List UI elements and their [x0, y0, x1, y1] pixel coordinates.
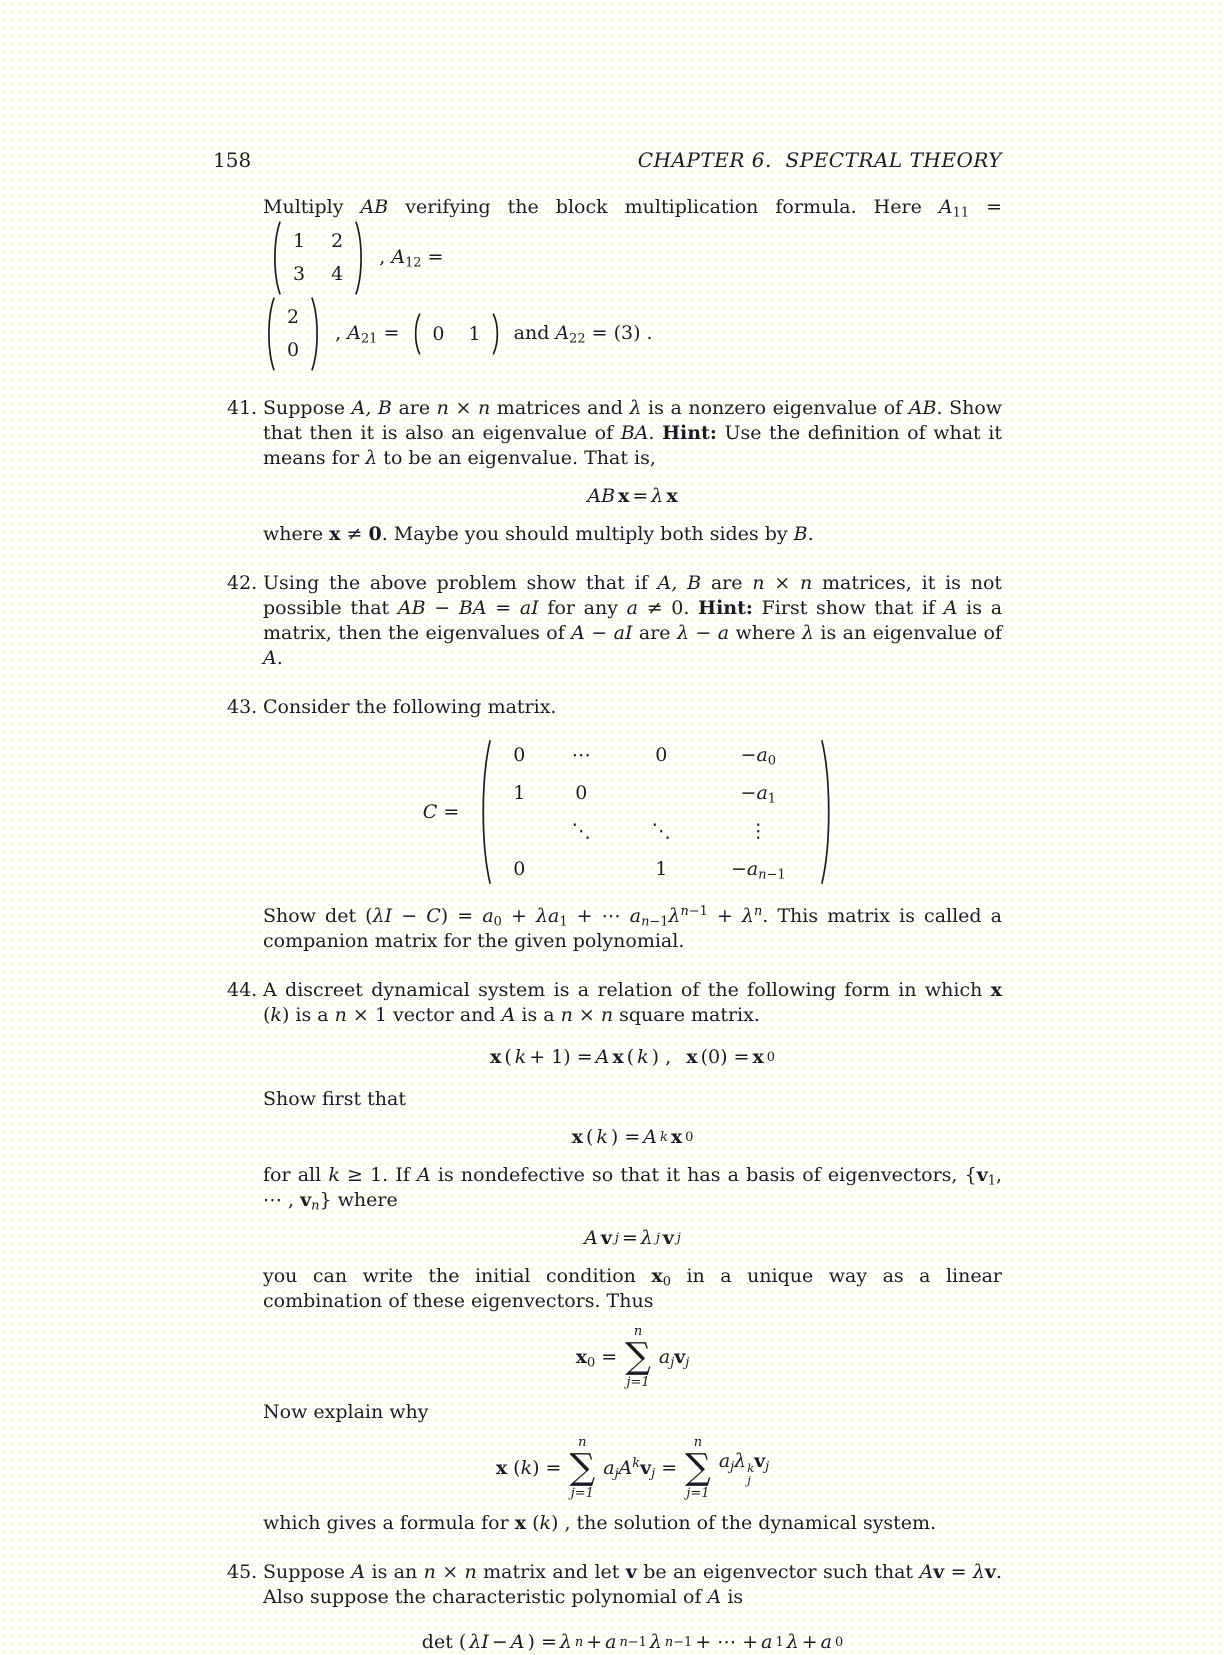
problem-paragraph: Using the above problem show that if A, B are n × n matrices, it is not possible that AB − BA = aI for any a ≠ 0. Hint: First show that if A is a matrix, then the eigenvalues of A − aI are λ − a where λ is an eigenvalue of A. [263, 572, 1003, 669]
equation-rhs: $a_j\lambda$ k j $v_j$ [718, 1449, 770, 1488]
matrix-cell: 1 [513, 781, 526, 804]
problem-paragraph: Now explain why [263, 1401, 429, 1423]
left-paren-icon [269, 220, 283, 296]
summation-symbol: n ∑ j=1 [685, 1435, 711, 1501]
problem-number: 41. [227, 397, 258, 419]
matrix-cell: 2 [287, 306, 300, 328]
matrix-a12 [263, 296, 323, 372]
problem-number: 42. [227, 572, 258, 594]
intro-text-1: Multiply AB verifying the block multiplication formula. Here $A_{11}$ = [263, 196, 1003, 221]
sigma-icon: ∑ [625, 1336, 651, 1377]
sigma-icon: ∑ [569, 1447, 596, 1488]
matrix-cell: 0 [513, 743, 526, 766]
matrix-cell: 1 [468, 322, 481, 345]
problem-paragraph: Show $\det (\lambda I - C) = a_0 + \lambda a_1$ + ⋯ $a_{n-1}\lambda^{n-1} + \lambda^n$. This matrix is called a companion matrix for the given polynomial. [263, 903, 1002, 952]
problem-paragraph: A discreet dynamical system is a relation of the following form in which x (k) is a n × 1 vector and A is a n × n square matrix. [263, 979, 1002, 1026]
matrix-a11 [269, 220, 367, 296]
problem-paragraph: where x ≠ 0. Maybe you should multiply both sides by B. [263, 523, 814, 545]
equation-mid: $a_jA^kv_j$ = [603, 1455, 678, 1482]
matrix-cell: 4 [331, 263, 344, 285]
right-paren-icon [491, 313, 502, 355]
left-paren-icon [263, 296, 277, 372]
problem-41 [227, 396, 1003, 547]
matrix-cell: 0 [287, 339, 300, 361]
matrix-cell: ⋯ [571, 743, 591, 766]
matrix-cell: $-a_{n-1}$ [730, 857, 786, 883]
right-paren-icon [818, 738, 836, 886]
problem-43 [227, 695, 1002, 954]
display-equation: AB x = λ x [587, 485, 678, 507]
right-paren-icon [353, 220, 367, 296]
matrix-cell: 0 [432, 322, 445, 345]
problem-paragraph: which gives a formula for x (k) , the solution of the dynamical system. [263, 1512, 937, 1534]
intro-text-2: , $A_{12}$ = [379, 246, 444, 271]
problem-paragraph: Consider the following matrix. [263, 696, 557, 718]
equation-lhs: x (k) = [495, 1456, 562, 1479]
display-equation-sum [263, 1435, 1002, 1501]
page-header [213, 148, 1002, 173]
matrix-cell: ⋱ [571, 819, 591, 842]
matrix-cell: ⋱ [651, 819, 671, 842]
matrix-cell: 1 [293, 230, 306, 252]
problem-45 [227, 1560, 1003, 1655]
problem-number: 44. [227, 979, 258, 1001]
problem-paragraph: Suppose A is an n × n matrix and let v be an eigenvector such that Av = λv. Also suppose the characteristic polynomial of A is [263, 1561, 1003, 1608]
problem-number: 43. [227, 696, 258, 718]
problem-paragraph: Suppose A, B are n × n matrices and λ is a nonzero eigenvalue of AB. Show that then it is also an eigenvalue of BA. Hint: Use the definition of what it means for λ to be an eigenvalue. That is, [263, 397, 1003, 469]
page-content [227, 195, 1003, 1655]
matrix-cell: 1 [655, 857, 668, 880]
problem-paragraph: you can write the initial condition $x_0$ in a unique way as a linear combination of these eigenvectors. Thus [263, 1265, 1002, 1312]
matrix-label: C = [422, 800, 460, 823]
matrix-cell: $-a_0$ [740, 743, 776, 769]
problem-paragraph: Show first that [263, 1088, 407, 1110]
page-number: 158 [213, 148, 252, 172]
problem-paragraph: for all k ≥ 1. If A is nondefective so that it has a basis of eigenvectors, {$v_1$, ⋯ , $v_n$} where [263, 1164, 1003, 1214]
equation-lhs: $x_0$ = [575, 1345, 618, 1371]
companion-matrix-equation [263, 738, 1002, 886]
intro-paragraph [263, 195, 1002, 372]
intro-text-3: , $A_{21}$ = [335, 322, 400, 347]
problem-44 [227, 978, 1003, 1536]
chapter-title: CHAPTER 6. SPECTRAL THEORY [637, 148, 1002, 172]
matrix-a21 [411, 313, 501, 355]
left-paren-icon [476, 738, 494, 886]
matrix-cell: ⋮ [748, 819, 768, 842]
display-equation-sum [263, 1324, 1002, 1390]
matrix-cell: $-a_1$ [740, 781, 776, 807]
matrix-cell: 3 [293, 263, 306, 285]
summation-symbol: n ∑ j=1 [625, 1324, 651, 1390]
sigma-icon: ∑ [685, 1447, 711, 1488]
matrix-cell: 2 [331, 230, 344, 252]
intro-text-4: and $A_{22} = (3)$ . [513, 322, 653, 347]
left-paren-icon [411, 313, 422, 355]
companion-matrix [476, 738, 836, 886]
right-paren-icon [309, 296, 323, 372]
matrix-cell: 0 [513, 857, 526, 880]
matrix-cell: 0 [655, 743, 668, 766]
display-equation: A v j = λ j v j [584, 1227, 681, 1249]
problem-number: 45. [227, 1561, 258, 1583]
display-equation: x ( k ) = A k x 0 [571, 1126, 694, 1148]
display-equation: x ( k + 1) = A x ( k ) , x (0) = x 0 [489, 1046, 775, 1068]
equation-rhs: $a_jv_j$ [658, 1345, 690, 1371]
problem-42 [227, 571, 1003, 671]
matrix-cell: 0 [575, 781, 588, 804]
display-equation: det ( λI − A ) = λ n + a n−1 λ n−1 + ⋯ + a 1 λ + a 0 [421, 1631, 844, 1653]
summation-symbol: n ∑ j=1 [569, 1435, 596, 1501]
